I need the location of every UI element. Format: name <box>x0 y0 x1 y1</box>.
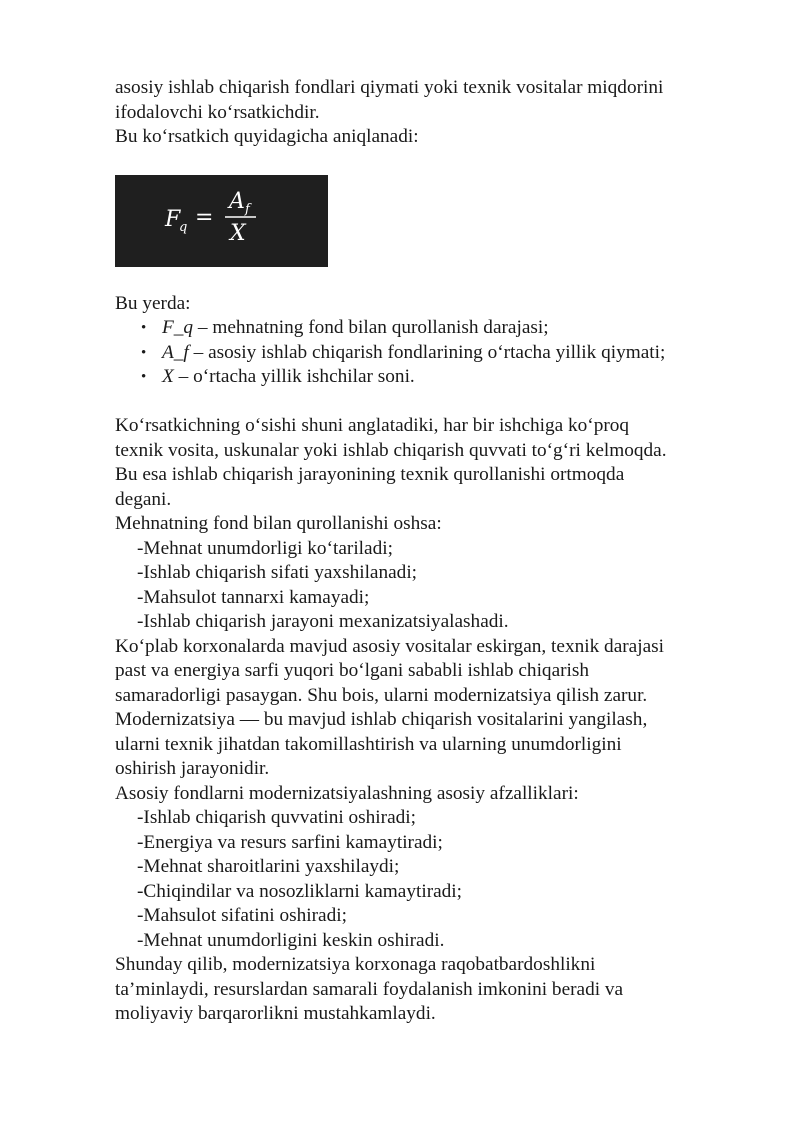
list-item: -Chiqindilar va nosozliklarni kamaytiradi; <box>137 880 463 902</box>
variable-name: A_f <box>162 341 189 363</box>
where-label: Bu yerda: <box>115 292 191 314</box>
list-item <box>115 365 765 390</box>
text-line: oshirish jarayonidir. <box>115 758 270 779</box>
list-item: -Mahsulot tannarxi kamayadi; <box>137 586 370 608</box>
formula-numerator-subscript: f <box>245 201 250 217</box>
bullet-icon: • <box>141 320 147 336</box>
text-line: Asosiy fondlarni modernizatsiyalashning asosiy afzalliklari: <box>115 782 579 804</box>
formula-lhs: F <box>165 206 181 232</box>
list-item: -Mehnat unumdorligini keskin oshiradi. <box>137 929 445 951</box>
formula-numerator: A <box>229 188 245 214</box>
text-line: past va energiya sarfi yuqori bo‘lgani sababli ishlab chiqarish <box>115 660 590 681</box>
text-line: Bu esa ishlab chiqarish jarayonining texnik qurollanishi ortmoqda <box>115 464 625 485</box>
bullet-icon: • <box>141 344 147 361</box>
list-item <box>115 316 765 341</box>
list-item: -Energiya va resurs sarfini kamaytiradi; <box>137 831 443 853</box>
list-item: -Ishlab chiqarish sifati yaxshilanadi; <box>137 562 418 583</box>
list-item: -Mahsulot sifatini oshiradi; <box>137 905 347 926</box>
list-item: -Ishlab chiqarish jarayoni mexanizatsiyalashadi. <box>137 611 509 632</box>
definitions-list <box>115 316 765 390</box>
definition-text: – asosiy ishlab chiqarish fondlarining o‘rtacha yillik qiymati; <box>188 341 666 363</box>
text-line: ta’minlaydi, resurslardan samarali foydalanish imkonini beradi va <box>115 978 624 1000</box>
text-line: degani. <box>115 488 172 510</box>
text-line: ifodalovchi ko‘rsatkichdir. <box>115 101 320 123</box>
formula-svg <box>115 175 328 267</box>
text-line: Mehnatning fond bilan qurollanishi oshsa: <box>115 513 442 534</box>
formula-lhs-subscript: q <box>179 219 188 235</box>
text-line: Bu ko‘rsatkich quyidagicha aniqlanadi: <box>115 126 419 147</box>
text-line: moliyaviy barqarorlikni mustahkamlaydi. <box>115 1003 436 1024</box>
variable-name: F_q <box>162 317 194 338</box>
text-line: asosiy ishlab chiqarish fondlari qiymati yoki texnik vositalar miqdorini <box>115 77 664 98</box>
definition-text: – o‘rtacha yillik ishchilar soni. <box>173 366 415 387</box>
definition-text: – mehnatning fond bilan qurollanish darajasi; <box>193 317 549 338</box>
intro-text <box>115 76 765 150</box>
formula-image <box>115 175 328 267</box>
paragraph-modernization <box>115 635 765 807</box>
text-line: Shunday qilib, modernizatsiya korxonaga raqobatbardoshlikni <box>115 954 596 975</box>
list-item: -Ishlab chiqarish quvvatini oshiradi; <box>137 807 416 828</box>
effects-list <box>115 537 765 635</box>
list-item: -Mehnat unumdorligi ko‘tariladi; <box>137 537 393 559</box>
bullet-icon: • <box>141 369 147 385</box>
document-page <box>115 76 765 1027</box>
formula-equals: = <box>195 204 214 230</box>
text-line: texnik vosita, uskunalar yoki ishlab chiqarish quvvati to‘g‘ri kelmoqda. <box>115 439 667 461</box>
list-item: -Mehnat sharoitlarini yaxshilaydi; <box>137 856 400 877</box>
paragraph-growth <box>115 414 765 537</box>
text-line: Ko‘rsatkichning o‘sishi shuni anglatadiki, har bir ishchiga ko‘proq <box>115 415 630 436</box>
text-line: Ko‘plab korxonalarda mavjud asosiy vositalar eskirgan, texnik darajasi <box>115 635 665 657</box>
formula-denominator: X <box>230 220 246 246</box>
text-line: Modernizatsiya — bu mavjud ishlab chiqarish vositalarini yangilash, <box>115 709 648 730</box>
conclusion-paragraph <box>115 953 765 1027</box>
text-line: samaradorligi pasaygan. Shu bois, ularni modernizatsiya qilish zarur. <box>115 684 648 706</box>
advantages-list <box>115 806 765 953</box>
list-item <box>115 341 765 366</box>
variable-name: X <box>162 366 174 387</box>
text-line: ularni texnik jihatdan takomillashtirish va ularning unumdorligini <box>115 733 622 755</box>
